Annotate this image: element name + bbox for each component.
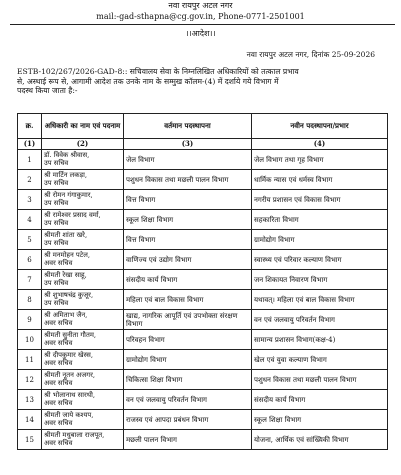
row-serial: 5	[18, 230, 42, 250]
officer-cell	[42, 270, 124, 290]
officer-cell	[42, 230, 124, 250]
current-posting: मछली पालन विभाग	[124, 430, 252, 450]
officer-name: डॉ. विवेक श्रीवास,	[44, 150, 90, 159]
row-serial: 14	[18, 410, 42, 430]
table-row	[18, 250, 388, 270]
header-place: नवा रायपुर अटल नगर	[168, 1, 233, 10]
officer-name: श्रीमती शांता खरे,	[44, 230, 88, 239]
row-serial: 2	[18, 170, 42, 190]
officer-designation: उप सचिव	[44, 278, 69, 287]
table-row	[18, 210, 388, 230]
new-posting: सहकारिता विभाग	[252, 210, 388, 230]
officer-cell	[42, 290, 124, 310]
column-number-row	[18, 139, 388, 150]
row-serial: 8	[18, 290, 42, 310]
current-posting: ग्रामोद्योग विभाग	[124, 350, 252, 370]
officer-designation: उप सचिव	[44, 238, 69, 247]
officer-designation: उप सचिव	[44, 158, 69, 167]
new-posting: सामान्य प्रशासन विभाग(कक्ष-4)	[252, 330, 388, 350]
row-serial: 13	[18, 390, 42, 410]
column-number: (1)	[18, 139, 42, 150]
table-row	[18, 410, 388, 430]
officer-designation: अवर सचिव	[44, 318, 73, 327]
order-text-line: से, अस्थाई रूप से, आगामी आदेश तक उनके नाम के सम्मुख कॉलम-(4) में दर्शाये गये विभाग में	[17, 76, 279, 86]
row-serial: 4	[18, 210, 42, 230]
new-posting: खेल एवं युवा कल्याण विभाग	[252, 350, 388, 370]
officer-cell	[42, 210, 124, 230]
table-row	[18, 430, 388, 450]
column-number: (2)	[42, 139, 124, 150]
new-posting: योजना, आर्थिक एवं सांख्यिकी विभाग	[252, 430, 388, 450]
posting-table	[17, 113, 388, 450]
officer-cell	[42, 170, 124, 190]
header-divider	[10, 24, 395, 25]
officer-designation: अवर सचिव	[44, 378, 73, 387]
officer-designation: अवर सचिव	[44, 358, 73, 367]
officer-cell	[42, 390, 124, 410]
table-row	[18, 370, 388, 390]
current-posting: परिवहन विभाग	[124, 330, 252, 350]
officer-name: श्रीमती रेखा साहू,	[44, 270, 87, 279]
column-number: (4)	[252, 139, 388, 150]
officer-cell	[42, 150, 124, 170]
header-current-posting: वर्तमान पदस्थापना	[124, 114, 252, 139]
officer-name: श्रीमती सुनीता गौतम,	[44, 330, 97, 339]
row-serial: 10	[18, 330, 42, 350]
officer-cell	[42, 350, 124, 370]
header-contact: mail:-gad-sthapna@cg.gov.in, Phone-0771-2501001	[96, 12, 305, 21]
current-posting: वित्त विभाग	[124, 190, 252, 210]
table-row	[18, 350, 388, 370]
officer-designation: उप सचिव	[44, 218, 69, 227]
officer-name: श्रीमती जाये कश्यप,	[44, 410, 94, 419]
officer-name: श्री भोलानाथ सारथी,	[44, 390, 96, 399]
table-row	[18, 290, 388, 310]
current-posting: चिकित्सा शिक्षा विभाग	[124, 370, 252, 390]
new-posting: ग्रामोद्योग विभाग	[252, 230, 388, 250]
officer-name: श्री रामेश्वर प्रसाद वर्मा,	[44, 210, 101, 219]
officer-name: श्री शुभाषचंद्र कुजूर,	[44, 290, 94, 299]
table-row	[18, 270, 388, 290]
current-posting: खाद्य, नागरिक आपूर्ति एवं उपभोक्ता संरक्षण विभाग	[124, 310, 252, 330]
row-serial: 15	[18, 430, 42, 450]
row-serial: 7	[18, 270, 42, 290]
new-posting: वन एवं जलवायु परिवर्तन विभाग	[252, 310, 388, 330]
header-officer: अधिकारी का नाम एवं पदनाम	[42, 114, 124, 139]
row-serial: 12	[18, 370, 42, 390]
officer-cell	[42, 330, 124, 350]
officer-name: श्रीमती मधुबाला राजपूत,	[44, 430, 105, 439]
officer-designation: अवर सचिव	[44, 438, 73, 447]
officer-cell	[42, 410, 124, 430]
current-posting: स्कूल शिक्षा विभाग	[124, 210, 252, 230]
officer-designation: अवर सचिव	[44, 258, 73, 267]
officer-designation: उप सचिव	[44, 198, 69, 207]
officer-designation: अवर सचिव	[44, 418, 73, 427]
new-posting: नगरीय प्रशासन एवं विकास विभाग	[252, 190, 388, 210]
header-serial: क्र.	[18, 114, 42, 139]
officer-cell	[42, 310, 124, 330]
order-text-line: पदस्थ किया जाता है:-	[17, 86, 78, 96]
current-posting: संसदीय कार्य विभाग	[124, 270, 252, 290]
table-row	[18, 170, 388, 190]
current-posting: वन एवं जलवायु परिवर्तन विभाग	[124, 390, 252, 410]
column-number: (3)	[124, 139, 252, 150]
table-row	[18, 330, 388, 350]
order-text-line: ESTB-102/267/2026-GAD-8:: सचिवालय सेवा के निम्नलिखित अधिकारियों को तत्काल प्रभाव	[17, 67, 299, 76]
row-serial: 11	[18, 350, 42, 370]
table-body	[18, 150, 388, 450]
row-serial: 3	[18, 190, 42, 210]
order-date: नवा रायपुर अटल नगर, दिनांक 25-09-2026	[246, 50, 375, 59]
officer-name: श्री दीपकुमार खेस्स,	[44, 350, 93, 359]
order-paragraph	[17, 67, 389, 96]
new-posting: संसदीय कार्य विभाग	[252, 390, 388, 410]
current-posting: वित्त विभाग	[124, 230, 252, 250]
row-serial: 9	[18, 310, 42, 330]
current-posting: राजस्व एवं आपदा प्रबंधन विभाग	[124, 410, 252, 430]
table-row	[18, 390, 388, 410]
new-posting: पशुधन विकास तथा मछली पालन विभाग	[252, 370, 388, 390]
order-heading: ।।आदेश।।	[185, 29, 216, 38]
officer-name: श्री मनमोहन पटेल,	[44, 250, 90, 259]
officer-designation: अवर सचिव	[44, 338, 73, 347]
table-row	[18, 150, 388, 170]
table-header-row	[18, 114, 388, 139]
new-posting: धार्मिक न्यास एवं धर्मस्व विभाग	[252, 170, 388, 190]
new-posting: जेल विभाग तथा गृह विभाग	[252, 150, 388, 170]
officer-designation: अवर सचिव	[44, 398, 73, 407]
officer-name: श्री अमिताभ जैन,	[44, 310, 88, 319]
new-posting: स्कूल शिक्षा विभाग	[252, 410, 388, 430]
table-row	[18, 310, 388, 330]
current-posting: वाणिज्य एवं उद्योग विभाग	[124, 250, 252, 270]
table-row	[18, 190, 388, 210]
current-posting: महिला एवं बाल विकास विभाग	[124, 290, 252, 310]
new-posting: यथावत्। महिला एवं बाल विकास विभाग	[252, 290, 388, 310]
officer-cell	[42, 190, 124, 210]
officer-cell	[42, 430, 124, 450]
officer-name: श्रीमती नूतन अजगर,	[44, 370, 96, 379]
new-posting: जन शिकायत निवारण विभाग	[252, 270, 388, 290]
current-posting: पशुधन विकास तथा मछली पालन विभाग	[124, 170, 252, 190]
officer-name: श्री रोमन गंगाकुमार,	[44, 190, 93, 199]
row-serial: 6	[18, 250, 42, 270]
officer-name: श्री मार्टिन लकड़ा,	[44, 170, 88, 179]
header-new-posting: नवीन पदस्थापना/प्रभार	[252, 114, 388, 139]
row-serial: 1	[18, 150, 42, 170]
officer-cell	[42, 250, 124, 270]
table-row	[18, 230, 388, 250]
current-posting: जेल विभाग	[124, 150, 252, 170]
officer-cell	[42, 370, 124, 390]
new-posting: स्वास्थ्य एवं परिवार कल्याण विभाग	[252, 250, 388, 270]
officer-designation: उप सचिव	[44, 178, 69, 187]
officer-designation: उप सचिव	[44, 298, 69, 307]
